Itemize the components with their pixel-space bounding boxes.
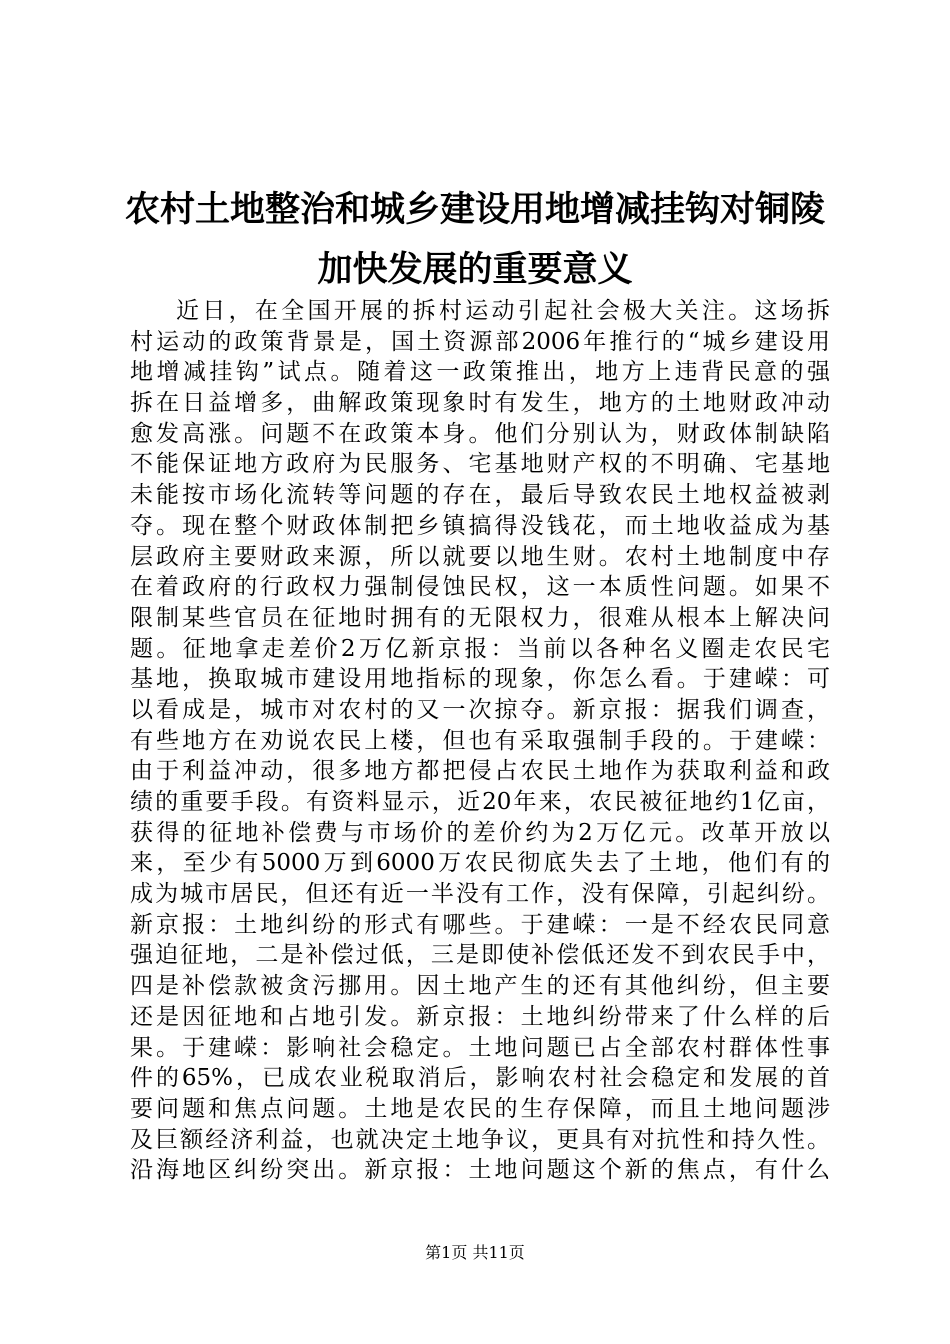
- body-line: 四是补偿款被贪污挪用。因土地产生的还有其他纠纷，但主要: [130, 973, 830, 1000]
- body-line: 基地，换取城市建设用地指标的现象，你怎么看。于建嵘：可: [130, 666, 830, 693]
- body-line: 还是因征地和占地引发。新京报：土地纠纷带来了什么样的后: [130, 1003, 830, 1030]
- title-line-1: 农村土地整治和城乡建设用地增减挂钩对铜陵: [124, 189, 825, 230]
- body-line: 在着政府的行政权力强制侵蚀民权，这一本质性问题。如果不: [130, 574, 830, 601]
- body-line: 及巨额经济利益，也就决定土地争议，更具有对抗性和持久性。: [130, 1126, 830, 1153]
- body-line: 强迫征地，二是补偿过低，三是即使补偿低还发不到农民手中，: [130, 942, 830, 969]
- body-line: 有些地方在劝说农民上楼，但也有采取强制手段的。于建嵘：: [130, 727, 830, 754]
- body-line: 以看成是，城市对农村的又一次掠夺。新京报：据我们调查，: [130, 696, 830, 723]
- title-line-2: 加快发展的重要意义: [317, 249, 633, 290]
- body-line: 限制某些官员在征地时拥有的无限权力，很难从根本上解决问: [130, 604, 830, 631]
- page-footer: 第1页 共11页: [425, 1243, 525, 1262]
- body-line: 拆在日益增多，曲解政策现象时有发生，地方的土地财政冲动: [130, 390, 830, 417]
- body-line: 果。于建嵘：影响社会稳定。土地问题已占全部农村群体性事: [130, 1034, 830, 1061]
- body-line: 愈发高涨。问题不在政策本身。他们分别认为，财政体制缺陷: [130, 420, 830, 447]
- body-line: 不能保证地方政府为民服务、宅基地财产权的不明确、宅基地: [130, 451, 830, 478]
- body-line: 层政府主要财政来源，所以就要以地生财。农村土地制度中存: [130, 543, 830, 570]
- body-line: 地增减挂钩”试点。随着这一政策推出，地方上违背民意的强: [130, 359, 830, 386]
- body-line: 新京报：土地纠纷的形式有哪些。于建嵘：一是不经农民同意: [130, 911, 830, 938]
- body-paragraph: [130, 296, 830, 1186]
- body-line: 成为城市居民，但还有近一半没有工作，没有保障，引起纠纷。: [130, 881, 830, 908]
- body-line: 近日，在全国开展的拆村运动引起社会极大关注。这场拆: [176, 298, 830, 324]
- body-line: 由于利益冲动，很多地方都把侵占农民土地作为获取利益和政: [130, 758, 830, 785]
- body-line: 题。征地拿走差价2万亿新京报：当前以各种名义圈走农民宅: [130, 635, 830, 662]
- body-line: 沿海地区纠纷突出。新京报：土地问题这个新的焦点，有什么: [130, 1157, 830, 1184]
- body-line: 村运动的政策背景是，国土资源部2006年推行的“城乡建设用: [130, 328, 830, 355]
- body-line: 来，至少有5000万到6000万农民彻底失去了土地，他们有的: [130, 850, 830, 877]
- body-line: 要问题和焦点问题。土地是农民的生存保障，而且土地问题涉: [130, 1095, 830, 1122]
- document-title: [110, 180, 840, 300]
- body-line: 夺。现在整个财政体制把乡镇搞得没钱花，而土地收益成为基: [130, 512, 830, 539]
- body-line: 获得的征地补偿费与市场价的差价约为2万亿元。改革开放以: [130, 819, 830, 846]
- body-line: 件的65%，已成农业税取消后，影响农村社会稳定和发展的首: [130, 1065, 830, 1092]
- body-line: 未能按市场化流转等问题的存在，最后导致农民土地权益被剥: [130, 482, 830, 509]
- body-line: 绩的重要手段。有资料显示，近20年来，农民被征地约1亿亩，: [130, 789, 830, 815]
